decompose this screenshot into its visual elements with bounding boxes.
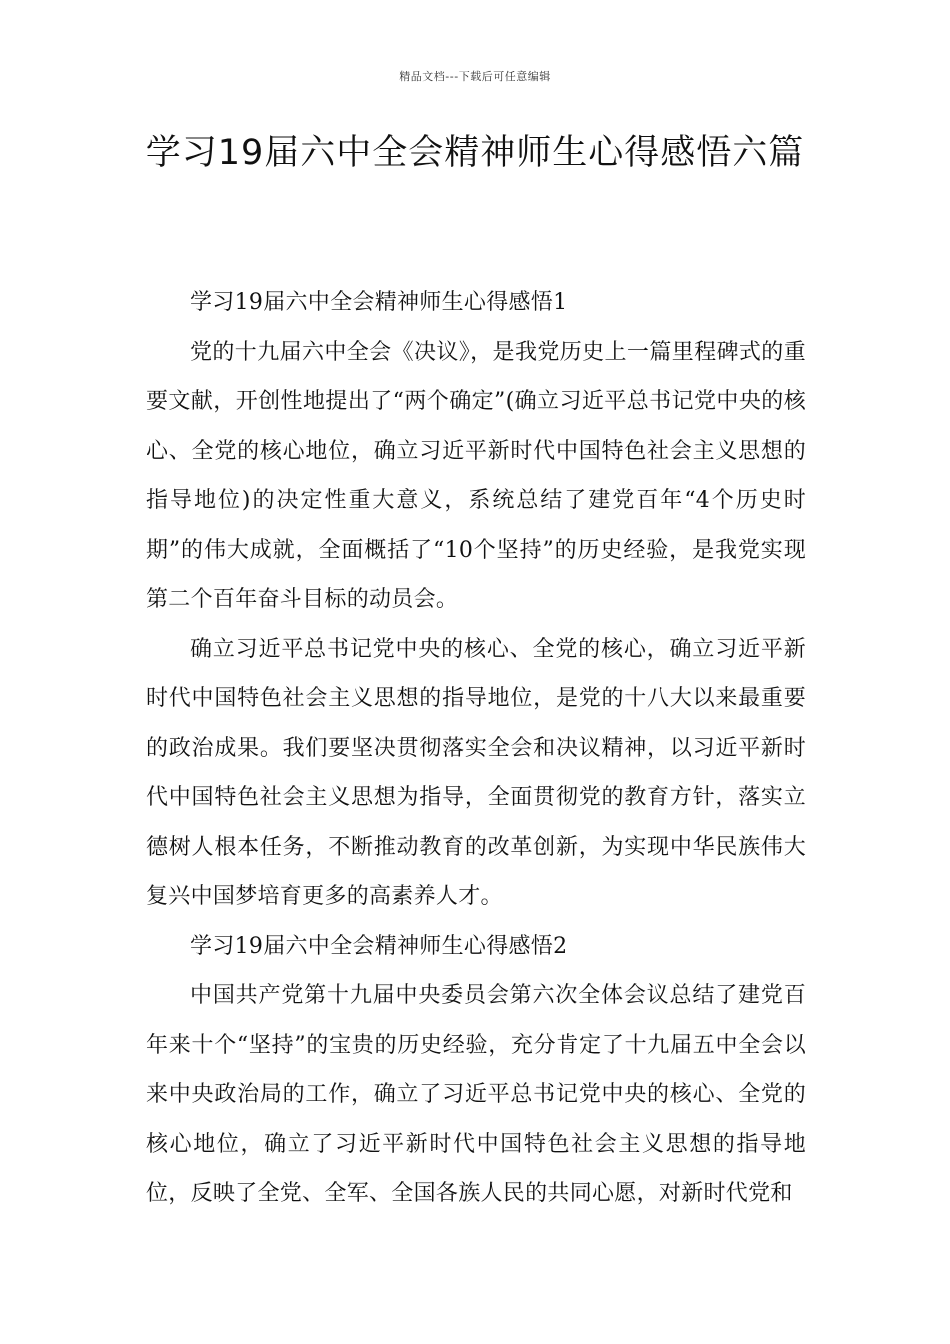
document-title: 学习19届六中全会精神师生心得感悟六篇: [145, 133, 805, 173]
paragraph-1-1: 党的十九届六中全会《决议》，是我党历史上一篇里程碑式的重要文献，开创性地提出了“两个确定”(确立习近平总书记党中央的核心、全党的核心地位，确立习近平新时代中国特色社会主义思想的指导地位)的决定性重大意义，系统总结了建党百年“4个历史时期”的伟大成就，全面概括了“10个坚持”的历史经验，是我党实现第二个百年奋斗目标的动员会。: [146, 339, 806, 612]
header-note: 精品文档---下载后可任意编辑: [399, 70, 551, 83]
document-body: [146, 278, 806, 1219]
section-heading-2: 学习19届六中全会精神师生心得感悟2: [190, 933, 568, 959]
section-heading-1: 学习19届六中全会精神师生心得感悟1: [190, 290, 568, 315]
paragraph-2-1: 中国共产党第十九届中央委员会第六次全体会议总结了建党百年来十个“坚持”的宝贵的历史经验，充分肯定了十九届五中全会以来中央政治局的工作，确立了习近平总书记党中央的核心、全党的核心地位，确立了习近平新时代中国特色社会主义思想的指导地位，反映了全党、全军、全国各族人民的共同心愿，对新时代党和: [146, 983, 806, 1206]
paragraph-1-2: 确立习近平总书记党中央的核心、全党的核心，确立习近平新时代中国特色社会主义思想的指导地位，是党的十八大以来最重要的政治成果。我们要坚决贯彻落实全会和决议精神，以习近平新时代中国特色社会主义思想为指导，全面贯彻党的教育方针，落实立德树人根本任务，不断推动教育的改革创新，为实现中华民族伟大复兴中国梦培育更多的高素养人才。: [146, 636, 806, 909]
